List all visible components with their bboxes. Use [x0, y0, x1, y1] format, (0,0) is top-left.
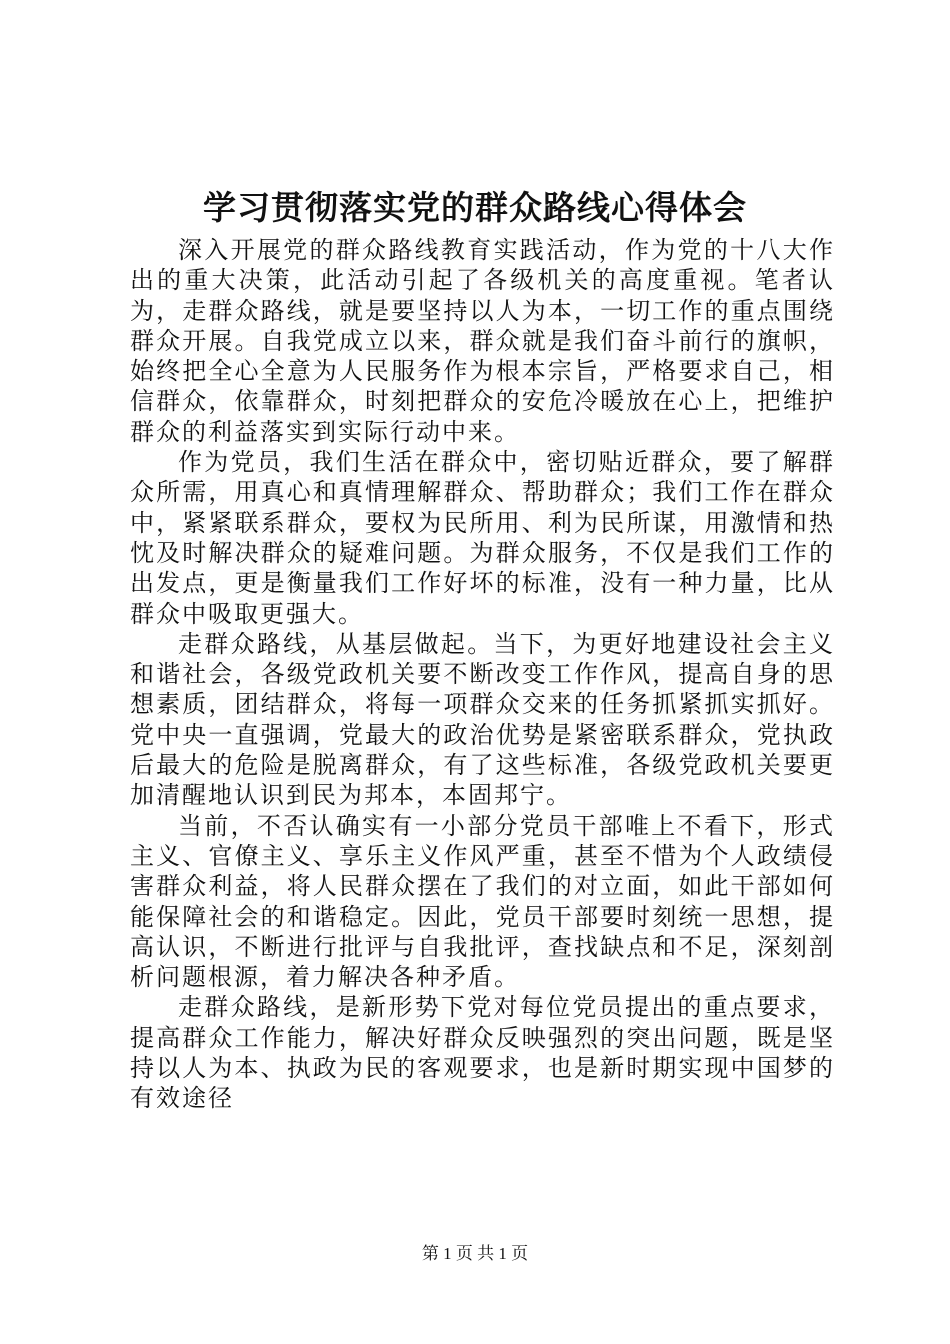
paragraph-5: 走群众路线，是新形势下党对每位党员提出的重点要求，提高群众工作能力，解决好群众反映强烈的突出问题，既是坚持以人为本、执政为民的客观要求，也是新时期实现中国梦的有效途径 — [130, 993, 835, 1113]
page-number-footer: 第 1 页 共 1 页 — [421, 1244, 529, 1263]
paragraph-2: 作为党员，我们生活在群众中，密切贴近群众，要了解群众所需，用真心和真情理解群众、帮助群众；我们工作在群众中，紧紧联系群众，要权为民所用、利为民所谋，用激情和热忱及时解决群众的疑难问题。为群众服务，不仅是我们工作的出发点，更是衡量我们工作好坏的标准，没有一种力量，比从群众中吸取更强大。 — [130, 448, 835, 628]
paragraph-1: 深入开展党的群众路线教育实践活动，作为党的十八大作出的重大决策，此活动引起了各级机关的高度重视。笔者认为，走群众路线，就是要坚持以人为本，一切工作的重点围绕群众开展。自我党成立以来，群众就是我们奋斗前行的旗帜，始终把全心全意为人民服务作为根本宗旨，严格要求自己，相信群众，依靠群众，时刻把群众的安危冷暖放在心上，把维护群众的利益落实到实际行动中来。 — [130, 236, 835, 446]
paragraph-4: 当前，不否认确实有一小部分党员干部唯上不看下，形式主义、官僚主义、享乐主义作风严重，甚至不惜为个人政绩侵害群众利益，将人民群众摆在了我们的对立面，如此干部如何能保障社会的和谐稳定。因此，党员干部要时刻统一思想，提高认识，不断进行批评与自我批评，查找缺点和不足，深刻剖析问题根源，着力解决各种矛盾。 — [130, 811, 835, 992]
paragraph-3: 走群众路线，从基层做起。当下，为更好地建设社会主义和谐社会，各级党政机关要不断改变工作作风，提高自身的思想素质，团结群众，将每一项群众交来的任务抓紧抓实抓好。党中央一直强调，党最大的政治优势是紧密联系群众，党执政后最大的危险是脱离群众，有了这些标准，各级党政机关要更加清醒地认识到民为邦本，本固邦宁。 — [130, 629, 835, 810]
document-body — [130, 235, 835, 1114]
document-title: 学习贯彻落实党的群众路线心得体会 — [203, 188, 747, 227]
